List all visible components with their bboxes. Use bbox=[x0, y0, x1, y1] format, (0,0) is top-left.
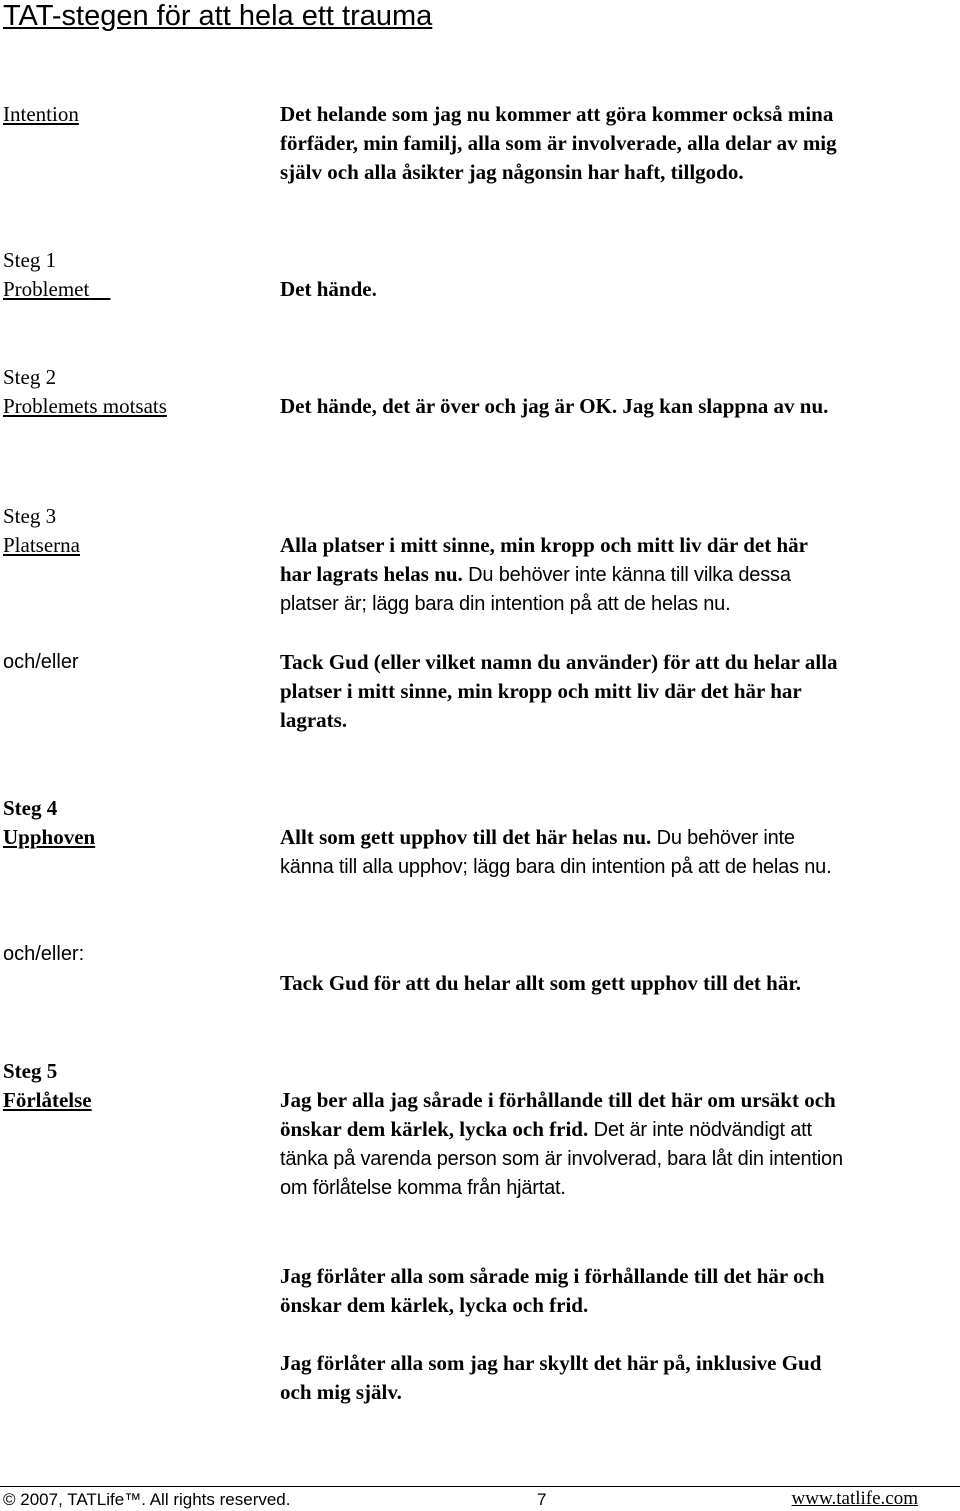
steg4-alt-text: Tack Gud för att du helar allt som gett upphov till det här. bbox=[280, 971, 801, 995]
steg3-label: Steg 3 Platserna bbox=[3, 504, 80, 557]
website-link[interactable]: www.tatlife.com bbox=[791, 1488, 918, 1509]
steg3-alt-label: och/eller bbox=[3, 651, 79, 673]
intention-text: Det helande som jag nu kommer att göra kommer också mina förfäder, min familj, alla som är involverade, alla delar av mig själv och alla åsikter jag någonsin har haft, tillgodo. bbox=[280, 102, 837, 184]
steg2-text: Det hände, det är över och jag är OK. Jag kan slappna av nu. bbox=[280, 394, 829, 418]
intention-label: Intention bbox=[3, 102, 79, 126]
page-number: 7 bbox=[537, 1490, 547, 1509]
copyright-text: © 2007, TATLife™. All rights reserved. bbox=[3, 1490, 291, 1509]
page-title: TAT-stegen för att hela ett trauma bbox=[3, 0, 433, 32]
steg5-label: Steg 5 Förlåtelse bbox=[3, 1059, 92, 1112]
steg1-text: Det hände. bbox=[280, 277, 377, 301]
steg3-text: Alla platser i mitt sinne, min kropp och mitt liv där det här har lagrats helas nu. Du behöver inte känna till vilka dessa platser är; lägg bara din intention på att de helas nu. bbox=[280, 533, 808, 615]
steg1-label: Steg 1 Problemet bbox=[3, 248, 90, 301]
steg4-text: Allt som gett upphov till det här helas nu. Du behöver inte känna till alla upphov; lägg bara din intention på att de helas nu. bbox=[280, 825, 832, 878]
steg4-alt-label: och/eller: bbox=[3, 943, 85, 965]
steg5-text: Jag ber alla jag sårade i förhållande till det här om ursäkt och önskar dem kärlek, lycka och frid. Det är inte nödvändigt att tänka på varenda person som är involverad, bara låt din intention om förlåtelse komma från hjärtat. bbox=[280, 1088, 843, 1199]
steg2-label: Steg 2 Problemets motsats bbox=[3, 365, 167, 418]
steg5-forgive-others: Jag förlåter alla som sårade mig i förhållande till det här och önskar dem kärlek, lycka och frid. bbox=[280, 1264, 825, 1317]
steg5-forgive-blamed: Jag förlåter alla som jag har skyllt det här på, inklusive Gud och mig själv. bbox=[280, 1351, 822, 1404]
page-footer bbox=[0, 1486, 960, 1511]
steg3-alt-text: Tack Gud (eller vilket namn du använder) för att du helar alla platser i mitt sinne, min kropp och mitt liv där det här har lagrats. bbox=[280, 650, 838, 732]
steg4-label: Steg 4 Upphoven bbox=[3, 796, 96, 849]
